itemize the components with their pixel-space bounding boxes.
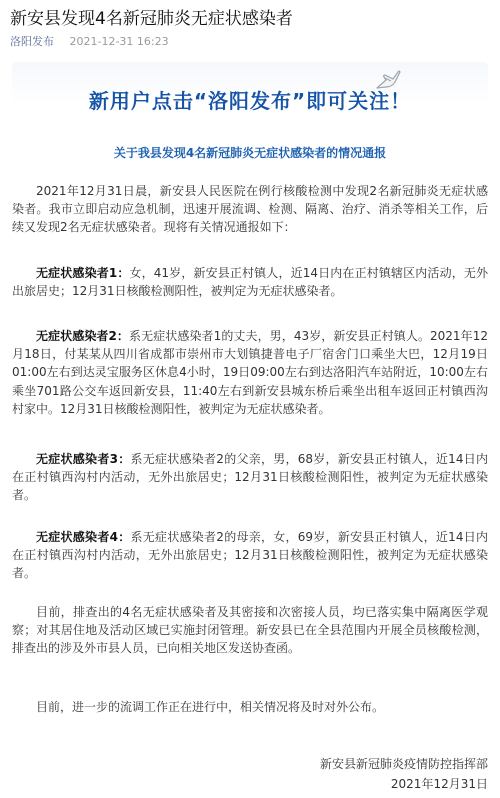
notice-title: 关于我县发现4名新冠肺炎无症状感染者的情况通报 <box>113 146 387 160</box>
case-4-text: 系无症状感染者2的母亲，女，69岁，新安县正村镇人，近14日内在正村镇西沟村内活动，无外出旅居史；12月31日核酸检测阳性，被判定为无症状感染者。 <box>12 530 488 581</box>
case-3-text: 系无症状感染者2的父亲，男，68岁，新安县正村镇人，近14日内在正村镇西沟村内活动，无外出旅居史；12月31日核酸检测阳性，被判定为无症状感染者。 <box>12 452 488 503</box>
case-3-paragraph <box>12 450 488 505</box>
case-3-label: 无症状感染者3： <box>36 452 131 466</box>
intro-paragraph: 2021年12月31日晨，新安县人民医院在例行核酸检测中发现2名新冠肺炎无症状感染者。我市立即启动应急机制，迅速开展流调、检测、隔离、治疗、消杀等相关工作，后续又发现2名无症状感染者。现将有关情况通报如下： <box>12 184 488 235</box>
publish-date: 2021-12-31 16:23 <box>69 35 169 48</box>
case-2-label: 无症状感染者2： <box>36 329 130 343</box>
case-1-paragraph <box>12 264 488 300</box>
follow-banner[interactable] <box>12 62 488 122</box>
case-1-label: 无症状感染者1： <box>36 266 130 280</box>
article-title: 新安县发现4名新冠肺炎无症状感染者 <box>10 9 293 29</box>
case-4-paragraph <box>12 528 488 583</box>
case-2-paragraph <box>12 327 488 418</box>
followup-paragraph: 目前，进一步的流调工作正在进行中，相关情况将及时对外公布。 <box>36 700 385 714</box>
case-2-text: 系无症状感染者1的丈夫，男，43岁，新安县正村镇人。2021年12月18日，付某某从四川省成都市崇州市大划镇捷普电子厂宿舍门口乘坐大巴，12月19日01:00左右到达灵宝服务区休息4小时，19日09:00左右到达洛阳汽车站附近，10:00左右乘坐701路公交车返回新安县，11:40左右到新安县城东桥后乘坐出租车返回正村镇西沟村家中。12月31日核酸检测阳性，被判定为无症状感染者。 <box>12 329 489 416</box>
case-1-text: 女，41岁，新安县正村镇人，近14日内在正村镇辖区内活动，无外出旅居史；12月31日核酸检测阳性，被判定为无症状感染者。 <box>12 266 488 299</box>
signature-org: 新安县新冠肺炎疫情防控指挥部 <box>319 757 488 771</box>
article-meta <box>10 35 169 49</box>
case-4-label: 无症状感染者4： <box>36 530 131 544</box>
follow-cta-text: 新用户点击“洛阳发布”即可关注！ <box>88 89 412 113</box>
account-name-link[interactable]: 洛阳发布 <box>10 35 54 48</box>
measures-paragraph: 目前，排查出的4名无症状感染者及其密接和次密接人员，均已落实集中隔离医学观察；对其居住地及活动区域已实施封闭管理。新安县已在全县范围内开展全员核酸检测，排查出的涉及外市县人员，已向相关地区发送协查函。 <box>12 605 488 656</box>
signature-date: 2021年12月31日 <box>390 777 488 791</box>
